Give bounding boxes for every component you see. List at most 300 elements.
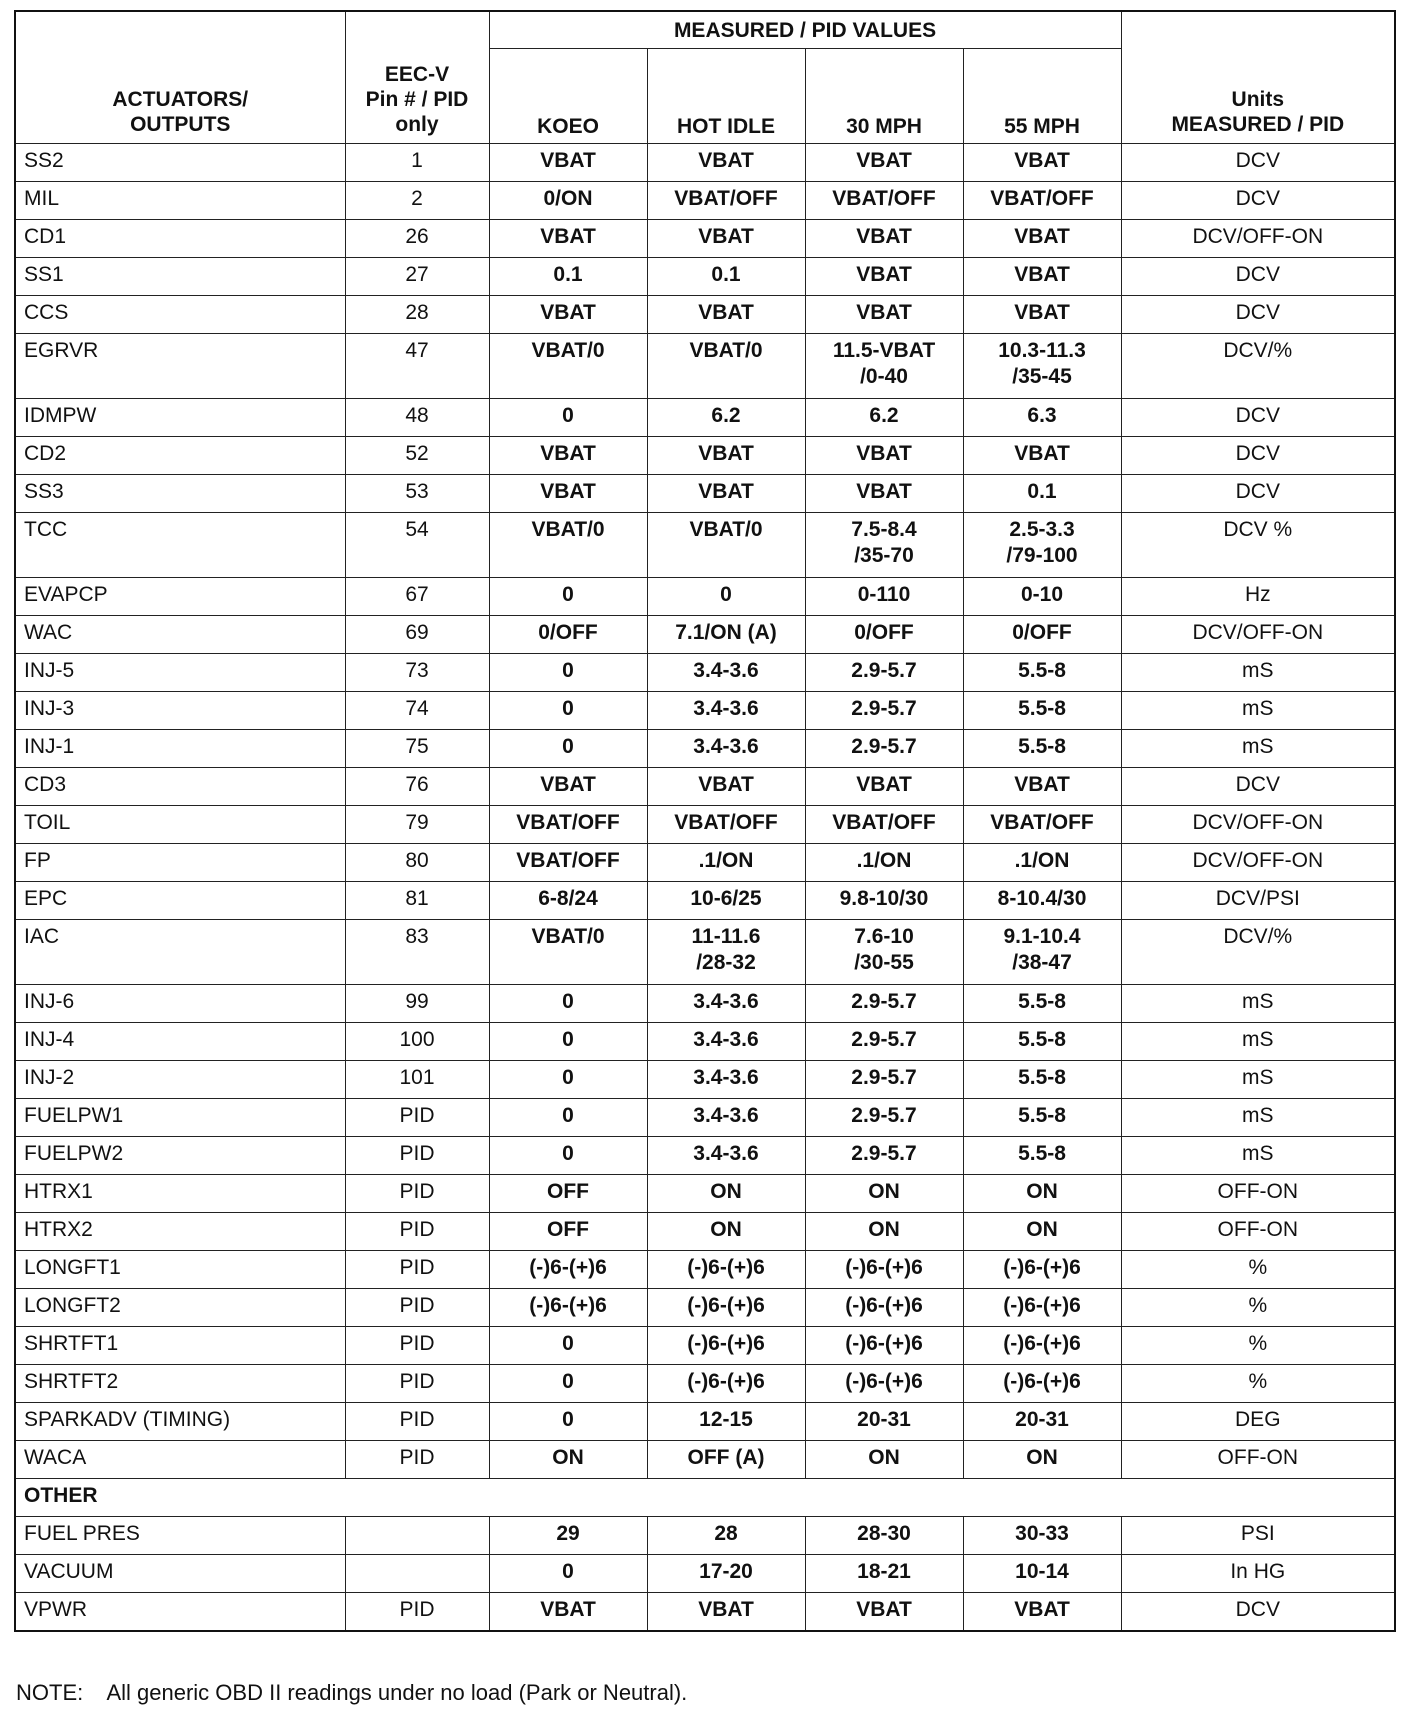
cell-hot-idle: (-)6-(+)6: [647, 1327, 805, 1365]
table-row: [15, 920, 1395, 985]
cell-pin: PID: [345, 1365, 489, 1403]
cell-pin: 26: [345, 220, 489, 258]
cell-pin: 79: [345, 806, 489, 844]
cell-hot-idle: ON: [647, 1213, 805, 1251]
cell-units: mS: [1121, 985, 1395, 1023]
cell-55mph: VBAT: [963, 437, 1121, 475]
cell-hot-idle: 0: [647, 578, 805, 616]
table-row: [15, 1593, 1395, 1632]
cell-30mph: VBAT: [805, 296, 963, 334]
cell-30mph: (-)6-(+)6: [805, 1251, 963, 1289]
cell-name: IAC: [15, 920, 345, 985]
table-row: [15, 768, 1395, 806]
table-row: [15, 1555, 1395, 1593]
cell-30mph: VBAT: [805, 475, 963, 513]
cell-55mph: 5.5-8: [963, 985, 1121, 1023]
cell-name: EVAPCP: [15, 578, 345, 616]
cell-units: DCV/OFF-ON: [1121, 806, 1395, 844]
cell-units: OFF-ON: [1121, 1175, 1395, 1213]
cell-pin: 27: [345, 258, 489, 296]
cell-hot-idle: VBAT/OFF: [647, 806, 805, 844]
cell-30mph: 6.2: [805, 399, 963, 437]
cell-units: mS: [1121, 730, 1395, 768]
cell-55mph: 5.5-8: [963, 1023, 1121, 1061]
table-row: [15, 730, 1395, 768]
cell-55mph: 5.5-8: [963, 1099, 1121, 1137]
cell-units: Hz: [1121, 578, 1395, 616]
header-30mph: 30 MPH: [805, 49, 963, 144]
cell-hot-idle: VBAT: [647, 475, 805, 513]
cell-koeo: 0: [489, 578, 647, 616]
cell-koeo: 0/ON: [489, 182, 647, 220]
cell-55mph: 8-10.4/30: [963, 882, 1121, 920]
table-row: [15, 806, 1395, 844]
cell-55mph: 5.5-8: [963, 692, 1121, 730]
cell-koeo: 0/OFF: [489, 616, 647, 654]
cell-koeo: VBAT: [489, 220, 647, 258]
cell-koeo: VBAT: [489, 1593, 647, 1632]
cell-hot-idle: VBAT: [647, 296, 805, 334]
cell-55mph: VBAT: [963, 258, 1121, 296]
table-row: [15, 513, 1395, 578]
cell-hot-idle: ON: [647, 1175, 805, 1213]
cell-30mph: VBAT/OFF: [805, 182, 963, 220]
cell-name: INJ-3: [15, 692, 345, 730]
cell-koeo: 0: [489, 1327, 647, 1365]
cell-55mph: VBAT: [963, 144, 1121, 182]
cell-hot-idle: 3.4-3.6: [647, 654, 805, 692]
cell-pin: PID: [345, 1289, 489, 1327]
cell-55mph: 5.5-8: [963, 730, 1121, 768]
cell-units: In HG: [1121, 1555, 1395, 1593]
cell-name: SHRTFT2: [15, 1365, 345, 1403]
cell-55mph: 2.5-3.3 /79-100: [963, 513, 1121, 578]
cell-30mph: 0/OFF: [805, 616, 963, 654]
cell-hot-idle: (-)6-(+)6: [647, 1251, 805, 1289]
table-row: [15, 1289, 1395, 1327]
cell-55mph: VBAT: [963, 296, 1121, 334]
cell-units: PSI: [1121, 1517, 1395, 1555]
cell-hot-idle: VBAT/0: [647, 334, 805, 399]
cell-30mph: 2.9-5.7: [805, 1137, 963, 1175]
section-row: [15, 1479, 1395, 1517]
cell-koeo: 0: [489, 1365, 647, 1403]
cell-pin: [345, 1517, 489, 1555]
table-body: [15, 144, 1395, 1479]
cell-30mph: 2.9-5.7: [805, 654, 963, 692]
table-row: [15, 844, 1395, 882]
cell-pin: 81: [345, 882, 489, 920]
cell-units: %: [1121, 1365, 1395, 1403]
cell-30mph: 18-21: [805, 1555, 963, 1593]
cell-55mph: 5.5-8: [963, 654, 1121, 692]
table-row: [15, 882, 1395, 920]
cell-hot-idle: 6.2: [647, 399, 805, 437]
cell-55mph: 10-14: [963, 1555, 1121, 1593]
cell-name: TCC: [15, 513, 345, 578]
cell-pin: 54: [345, 513, 489, 578]
table-row: [15, 1403, 1395, 1441]
cell-units: OFF-ON: [1121, 1213, 1395, 1251]
table-row: [15, 1061, 1395, 1099]
cell-30mph: 7.6-10 /30-55: [805, 920, 963, 985]
cell-units: DCV: [1121, 475, 1395, 513]
cell-name: HTRX2: [15, 1213, 345, 1251]
table-row: [15, 437, 1395, 475]
cell-pin: 101: [345, 1061, 489, 1099]
cell-name: CD1: [15, 220, 345, 258]
cell-koeo: VBAT: [489, 475, 647, 513]
cell-koeo: 6-8/24: [489, 882, 647, 920]
cell-name: INJ-6: [15, 985, 345, 1023]
cell-koeo: OFF: [489, 1213, 647, 1251]
cell-name: FUELPW2: [15, 1137, 345, 1175]
cell-name: SHRTFT1: [15, 1327, 345, 1365]
cell-pin: PID: [345, 1593, 489, 1632]
cell-koeo: (-)6-(+)6: [489, 1289, 647, 1327]
table-row: [15, 1137, 1395, 1175]
cell-pin: 47: [345, 334, 489, 399]
cell-koeo: VBAT: [489, 768, 647, 806]
cell-name: FUELPW1: [15, 1099, 345, 1137]
cell-pin: PID: [345, 1403, 489, 1441]
cell-name: CD3: [15, 768, 345, 806]
cell-units: DCV/%: [1121, 920, 1395, 985]
table-row: [15, 399, 1395, 437]
cell-hot-idle: VBAT/OFF: [647, 182, 805, 220]
table-row: [15, 616, 1395, 654]
cell-units: DCV/%: [1121, 334, 1395, 399]
cell-koeo: VBAT/OFF: [489, 844, 647, 882]
table-row: [15, 692, 1395, 730]
table-row: [15, 258, 1395, 296]
table-row: [15, 1441, 1395, 1479]
cell-units: DCV: [1121, 296, 1395, 334]
cell-hot-idle: VBAT: [647, 1593, 805, 1632]
cell-30mph: 11.5-VBAT /0-40: [805, 334, 963, 399]
cell-units: DCV: [1121, 768, 1395, 806]
table-row: [15, 1365, 1395, 1403]
cell-koeo: VBAT: [489, 296, 647, 334]
cell-pin: PID: [345, 1175, 489, 1213]
cell-30mph: 2.9-5.7: [805, 1099, 963, 1137]
cell-30mph: VBAT/OFF: [805, 806, 963, 844]
cell-pin: 48: [345, 399, 489, 437]
cell-name: INJ-1: [15, 730, 345, 768]
cell-name: CD2: [15, 437, 345, 475]
cell-30mph: (-)6-(+)6: [805, 1365, 963, 1403]
cell-name: LONGFT2: [15, 1289, 345, 1327]
cell-hot-idle: 12-15: [647, 1403, 805, 1441]
cell-55mph: (-)6-(+)6: [963, 1365, 1121, 1403]
cell-name: VACUUM: [15, 1555, 345, 1593]
cell-units: DCV: [1121, 1593, 1395, 1632]
table-row: [15, 1251, 1395, 1289]
header-units: Units MEASURED / PID: [1121, 11, 1395, 144]
cell-units: mS: [1121, 1099, 1395, 1137]
cell-koeo: 0: [489, 1403, 647, 1441]
cell-name: CCS: [15, 296, 345, 334]
cell-pin: 100: [345, 1023, 489, 1061]
cell-name: WAC: [15, 616, 345, 654]
table-row: [15, 1327, 1395, 1365]
cell-pin: PID: [345, 1441, 489, 1479]
table-row: [15, 182, 1395, 220]
cell-55mph: .1/ON: [963, 844, 1121, 882]
cell-pin: 1: [345, 144, 489, 182]
cell-koeo: VBAT/0: [489, 920, 647, 985]
cell-name: WACA: [15, 1441, 345, 1479]
table-row: [15, 1175, 1395, 1213]
cell-30mph: 2.9-5.7: [805, 692, 963, 730]
cell-koeo: ON: [489, 1441, 647, 1479]
cell-30mph: VBAT: [805, 1593, 963, 1632]
cell-koeo: 0: [489, 654, 647, 692]
cell-pin: PID: [345, 1137, 489, 1175]
cell-units: mS: [1121, 692, 1395, 730]
cell-units: DCV: [1121, 258, 1395, 296]
table-row: [15, 334, 1395, 399]
cell-30mph: 2.9-5.7: [805, 1023, 963, 1061]
cell-koeo: 0: [489, 1061, 647, 1099]
cell-units: DCV/OFF-ON: [1121, 844, 1395, 882]
cell-name: INJ-5: [15, 654, 345, 692]
cell-hot-idle: 3.4-3.6: [647, 730, 805, 768]
cell-30mph: 28-30: [805, 1517, 963, 1555]
cell-name: SS3: [15, 475, 345, 513]
cell-hot-idle: 11-11.6 /28-32: [647, 920, 805, 985]
cell-koeo: VBAT/0: [489, 513, 647, 578]
cell-30mph: 9.8-10/30: [805, 882, 963, 920]
cell-units: DEG: [1121, 1403, 1395, 1441]
cell-units: DCV %: [1121, 513, 1395, 578]
cell-hot-idle: 17-20: [647, 1555, 805, 1593]
footnote: NOTE: All generic OBD II readings under no load (Park or Neutral).: [16, 1680, 688, 1705]
cell-units: DCV/OFF-ON: [1121, 616, 1395, 654]
cell-koeo: 0.1: [489, 258, 647, 296]
cell-pin: 75: [345, 730, 489, 768]
header-measured-group: MEASURED / PID VALUES: [489, 11, 1121, 49]
cell-55mph: 9.1-10.4 /38-47: [963, 920, 1121, 985]
cell-pin: 73: [345, 654, 489, 692]
cell-hot-idle: 10-6/25: [647, 882, 805, 920]
cell-55mph: 5.5-8: [963, 1137, 1121, 1175]
cell-koeo: VBAT/0: [489, 334, 647, 399]
header-pin: EEC-V Pin # / PID only: [345, 11, 489, 144]
other-section-body: [15, 1479, 1395, 1632]
cell-name: VPWR: [15, 1593, 345, 1632]
cell-pin: 52: [345, 437, 489, 475]
cell-30mph: (-)6-(+)6: [805, 1289, 963, 1327]
cell-55mph: 30-33: [963, 1517, 1121, 1555]
cell-pin: 28: [345, 296, 489, 334]
table-row: [15, 220, 1395, 258]
table-row: [15, 475, 1395, 513]
cell-units: DCV/OFF-ON: [1121, 220, 1395, 258]
cell-name: TOIL: [15, 806, 345, 844]
cell-koeo: 0: [489, 1555, 647, 1593]
cell-units: mS: [1121, 1061, 1395, 1099]
table-row: [15, 985, 1395, 1023]
cell-pin: 83: [345, 920, 489, 985]
cell-55mph: 20-31: [963, 1403, 1121, 1441]
cell-koeo: 0: [489, 692, 647, 730]
cell-name: FP: [15, 844, 345, 882]
cell-pin: 69: [345, 616, 489, 654]
cell-hot-idle: 28: [647, 1517, 805, 1555]
cell-30mph: 2.9-5.7: [805, 1061, 963, 1099]
cell-name: FUEL PRES: [15, 1517, 345, 1555]
cell-pin: PID: [345, 1099, 489, 1137]
cell-hot-idle: VBAT: [647, 437, 805, 475]
table-row: [15, 1099, 1395, 1137]
cell-30mph: VBAT: [805, 768, 963, 806]
cell-55mph: 0.1: [963, 475, 1121, 513]
cell-55mph: ON: [963, 1213, 1121, 1251]
cell-pin: [345, 1555, 489, 1593]
cell-koeo: 0: [489, 1023, 647, 1061]
cell-units: %: [1121, 1251, 1395, 1289]
cell-name: EPC: [15, 882, 345, 920]
cell-units: DCV: [1121, 182, 1395, 220]
cell-name: LONGFT1: [15, 1251, 345, 1289]
cell-hot-idle: 3.4-3.6: [647, 1023, 805, 1061]
table-row: [15, 144, 1395, 182]
cell-hot-idle: .1/ON: [647, 844, 805, 882]
cell-hot-idle: 3.4-3.6: [647, 985, 805, 1023]
cell-units: %: [1121, 1327, 1395, 1365]
table-row: [15, 1023, 1395, 1061]
table-row: [15, 296, 1395, 334]
cell-units: mS: [1121, 654, 1395, 692]
cell-hot-idle: 0.1: [647, 258, 805, 296]
cell-pin: PID: [345, 1213, 489, 1251]
cell-30mph: 7.5-8.4 /35-70: [805, 513, 963, 578]
cell-30mph: VBAT: [805, 144, 963, 182]
cell-hot-idle: VBAT/0: [647, 513, 805, 578]
specification-table: [14, 10, 1396, 1632]
header-actuators: ACTUATORS/ OUTPUTS: [15, 11, 345, 144]
cell-55mph: ON: [963, 1441, 1121, 1479]
cell-units: OFF-ON: [1121, 1441, 1395, 1479]
cell-koeo: 0: [489, 730, 647, 768]
cell-55mph: 0/OFF: [963, 616, 1121, 654]
cell-units: mS: [1121, 1023, 1395, 1061]
cell-name: EGRVR: [15, 334, 345, 399]
header-hot-idle: HOT IDLE: [647, 49, 805, 144]
cell-hot-idle: (-)6-(+)6: [647, 1365, 805, 1403]
table-row: [15, 1517, 1395, 1555]
cell-koeo: VBAT: [489, 144, 647, 182]
cell-30mph: VBAT: [805, 437, 963, 475]
cell-hot-idle: 3.4-3.6: [647, 1061, 805, 1099]
cell-30mph: (-)6-(+)6: [805, 1327, 963, 1365]
cell-koeo: VBAT: [489, 437, 647, 475]
cell-55mph: ON: [963, 1175, 1121, 1213]
header-koeo: KOEO: [489, 49, 647, 144]
cell-name: IDMPW: [15, 399, 345, 437]
cell-koeo: 0: [489, 1137, 647, 1175]
cell-pin: 99: [345, 985, 489, 1023]
cell-koeo: (-)6-(+)6: [489, 1251, 647, 1289]
cell-pin: 80: [345, 844, 489, 882]
cell-koeo: 0: [489, 1099, 647, 1137]
cell-koeo: OFF: [489, 1175, 647, 1213]
cell-units: DCV: [1121, 144, 1395, 182]
table-header: [15, 11, 1395, 144]
header-55mph: 55 MPH: [963, 49, 1121, 144]
cell-30mph: VBAT: [805, 220, 963, 258]
cell-pin: PID: [345, 1327, 489, 1365]
cell-name: SS1: [15, 258, 345, 296]
cell-koeo: VBAT/OFF: [489, 806, 647, 844]
cell-30mph: ON: [805, 1213, 963, 1251]
cell-30mph: .1/ON: [805, 844, 963, 882]
cell-name: SPARKADV (TIMING): [15, 1403, 345, 1441]
cell-pin: 2: [345, 182, 489, 220]
cell-55mph: 10.3-11.3 /35-45: [963, 334, 1121, 399]
cell-55mph: 0-10: [963, 578, 1121, 616]
cell-name: INJ-4: [15, 1023, 345, 1061]
cell-55mph: VBAT/OFF: [963, 182, 1121, 220]
cell-koeo: 0: [489, 985, 647, 1023]
cell-koeo: 0: [489, 399, 647, 437]
cell-55mph: (-)6-(+)6: [963, 1289, 1121, 1327]
cell-hot-idle: VBAT: [647, 144, 805, 182]
cell-55mph: VBAT/OFF: [963, 806, 1121, 844]
cell-hot-idle: VBAT: [647, 768, 805, 806]
cell-30mph: 0-110: [805, 578, 963, 616]
cell-pin: 67: [345, 578, 489, 616]
cell-55mph: 6.3: [963, 399, 1121, 437]
table-row: [15, 1213, 1395, 1251]
cell-units: mS: [1121, 1137, 1395, 1175]
cell-55mph: (-)6-(+)6: [963, 1327, 1121, 1365]
cell-name: SS2: [15, 144, 345, 182]
table-row: [15, 578, 1395, 616]
table-row: [15, 654, 1395, 692]
cell-55mph: VBAT: [963, 1593, 1121, 1632]
cell-pin: 76: [345, 768, 489, 806]
section-label-other: OTHER: [15, 1479, 1395, 1517]
cell-hot-idle: VBAT: [647, 220, 805, 258]
cell-hot-idle: 3.4-3.6: [647, 692, 805, 730]
cell-55mph: VBAT: [963, 220, 1121, 258]
cell-hot-idle: 3.4-3.6: [647, 1137, 805, 1175]
cell-pin: 74: [345, 692, 489, 730]
cell-name: HTRX1: [15, 1175, 345, 1213]
cell-name: INJ-2: [15, 1061, 345, 1099]
cell-55mph: 5.5-8: [963, 1061, 1121, 1099]
cell-units: DCV: [1121, 399, 1395, 437]
cell-hot-idle: OFF (A): [647, 1441, 805, 1479]
cell-30mph: ON: [805, 1175, 963, 1213]
cell-hot-idle: (-)6-(+)6: [647, 1289, 805, 1327]
cell-55mph: (-)6-(+)6: [963, 1251, 1121, 1289]
cell-name: MIL: [15, 182, 345, 220]
cell-55mph: VBAT: [963, 768, 1121, 806]
cell-units: %: [1121, 1289, 1395, 1327]
cell-pin: PID: [345, 1251, 489, 1289]
cell-30mph: VBAT: [805, 258, 963, 296]
cell-30mph: 20-31: [805, 1403, 963, 1441]
cell-hot-idle: 3.4-3.6: [647, 1099, 805, 1137]
cell-units: DCV/PSI: [1121, 882, 1395, 920]
cell-30mph: 2.9-5.7: [805, 730, 963, 768]
cell-units: DCV: [1121, 437, 1395, 475]
cell-hot-idle: 7.1/ON (A): [647, 616, 805, 654]
cell-koeo: 29: [489, 1517, 647, 1555]
